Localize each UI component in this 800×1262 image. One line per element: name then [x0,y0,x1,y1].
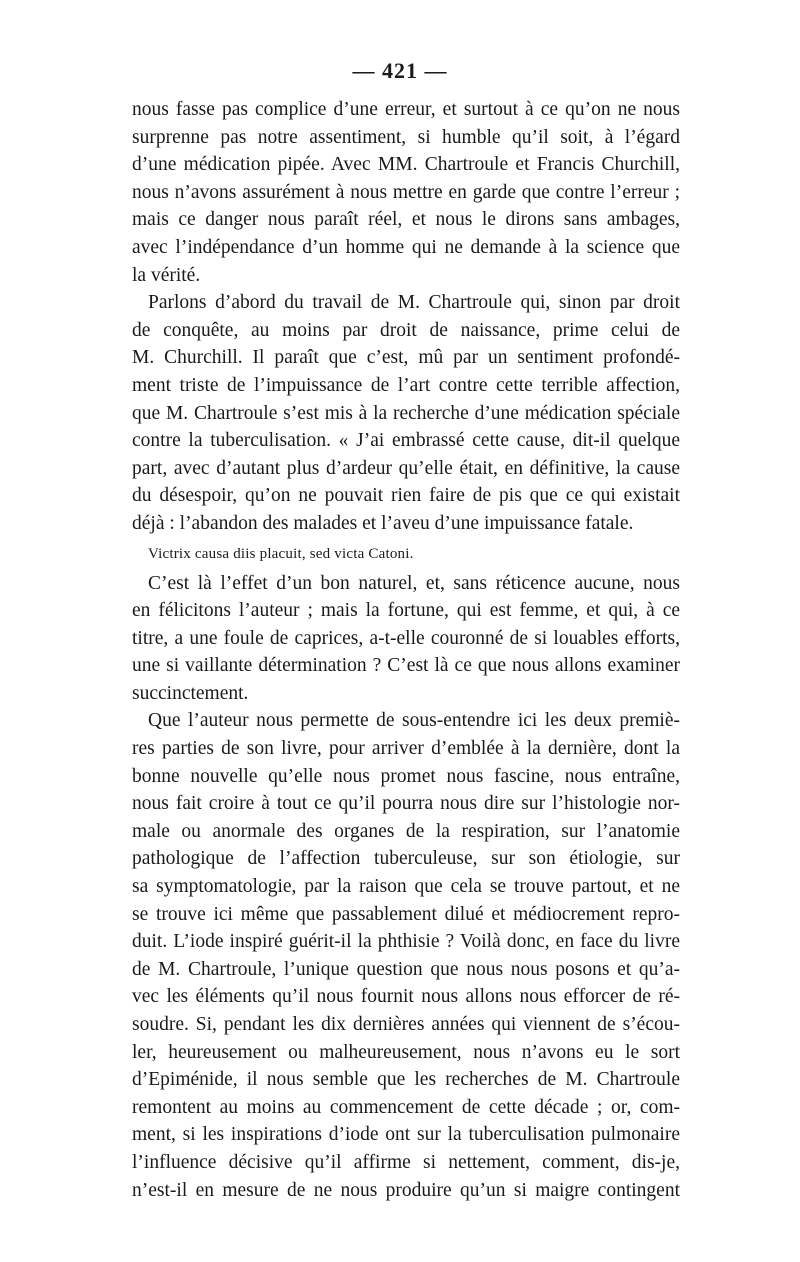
text-line: déjà : l’abandon des malades et l’aveu d’une impuissance fatale. [132,512,634,534]
text-line: nous fait croire à tout ce qu’il pourra nous dire sur l’histologie nor- [132,793,680,815]
text-line: de M. Chartroule, l’unique question que nous nous posons et qu’a- [132,958,680,980]
text-line: vec les éléments qu’il nous fournit nous allons nous efforcer de ré- [132,986,680,1008]
text-line: en félicitons l’auteur ; mais la fortune, qui est femme, et qui, à ce [132,600,680,622]
page-number: — 421 — [352,58,448,83]
text-line: res parties de son livre, pour arriver d’emblée à la dernière, dont la [132,738,680,760]
text-line: du désespoir, qu’on ne pouvait rien faire de pis que ce qui existait [132,485,680,507]
text-line: titre, a une foule de caprices, a-t-elle couronné de si louables efforts, [132,627,680,649]
text-line: duit. L’iode inspiré guérit-il la phthisie ? Voilà donc, en face du livre [132,931,680,953]
text-line: ler, heureusement ou malheureusement, nous n’avons eu le sort [132,1041,680,1063]
text-line: ment triste de l’impuissance de l’art contre cette terrible affection, [132,374,680,396]
text-line: surprenne pas notre assentiment, si humble qu’il soit, à l’égard [132,126,680,148]
text-line: mais ce danger nous paraît réel, et nous le dirons sans ambages, [132,209,680,231]
text-line: que M. Chartroule s’est mis à la recherche d’une médication spéciale [132,402,680,424]
text-line: contre la tuberculisation. « J’ai embrassé cette cause, dit-il quelque [132,430,680,452]
text-line: M. Churchill. Il paraît que c’est, mû par un sentiment profondé- [132,347,680,369]
text-line: ment, si les inspirations d’iode ont sur la tuberculisation pulmonaire [132,1124,680,1146]
text-line: se trouve ici même que passablement dilué et médiocrement repro- [132,903,680,925]
text-line: nous fasse pas complice d’une erreur, et surtout à ce qu’on ne nous [132,99,680,120]
paragraph-start-line: C’est là l’effet d’un bon naturel, et, sans réticence aucune, nous [148,572,680,594]
paragraph-start-line: Que l’auteur nous permette de sous-entendre ici les deux premiè- [148,710,680,732]
text-line: succinctement. [132,682,249,704]
text-line: part, avec d’autant plus d’ardeur qu’elle était, en définitive, la cause [132,457,680,479]
text-line: une si vaillante détermination ? C’est là ce que nous allons examiner [132,655,680,677]
text-line: l’influence décisive qu’il affirme si nettement, comment, dis-je, [132,1151,680,1173]
text-line: male ou anormale des organes de la respiration, sur l’anatomie [132,820,680,842]
text-line: de conquête, au moins par droit de naissance, prime celui de [132,319,680,341]
text-line: avec l’indépendance d’un homme qui ne demande à la science que [132,236,680,258]
text-line: bonne nouvelle qu’elle nous promet nous fascine, nous entraîne, [132,765,680,787]
text-line: d’une médication pipée. Avec MM. Chartroule et Francis Churchill, [132,154,680,176]
text-line: pathologique de l’affection tuberculeuse, sur son étiologie, sur [132,848,680,870]
text-line: la vérité. [132,264,201,286]
text-line: soudre. Si, pendant les dix dernières années qui viennent de s’écou- [132,1014,680,1035]
paragraph-start-line: Parlons d’abord du travail de M. Chartroule qui, sinon par droit [148,292,680,314]
text-line: nous n’avons assurément à nous mettre en garde que contre l’erreur ; [132,181,680,203]
text-line: d’Epiménide, il nous semble que les recherches de M. Chartroule [132,1069,680,1091]
text-line: remontent au moins au commencement de cette décade ; or, com- [132,1096,680,1118]
text-line: n’est-il en mesure de ne nous produire qu’un si maigre contingent [132,1179,680,1201]
latin-quotation: Victrix causa diis placuit, sed victa Catoni. [148,545,414,562]
body-text [132,96,680,1204]
text-line: sa symptomatologie, par la raison que cela se trouve partout, et ne [132,876,680,898]
